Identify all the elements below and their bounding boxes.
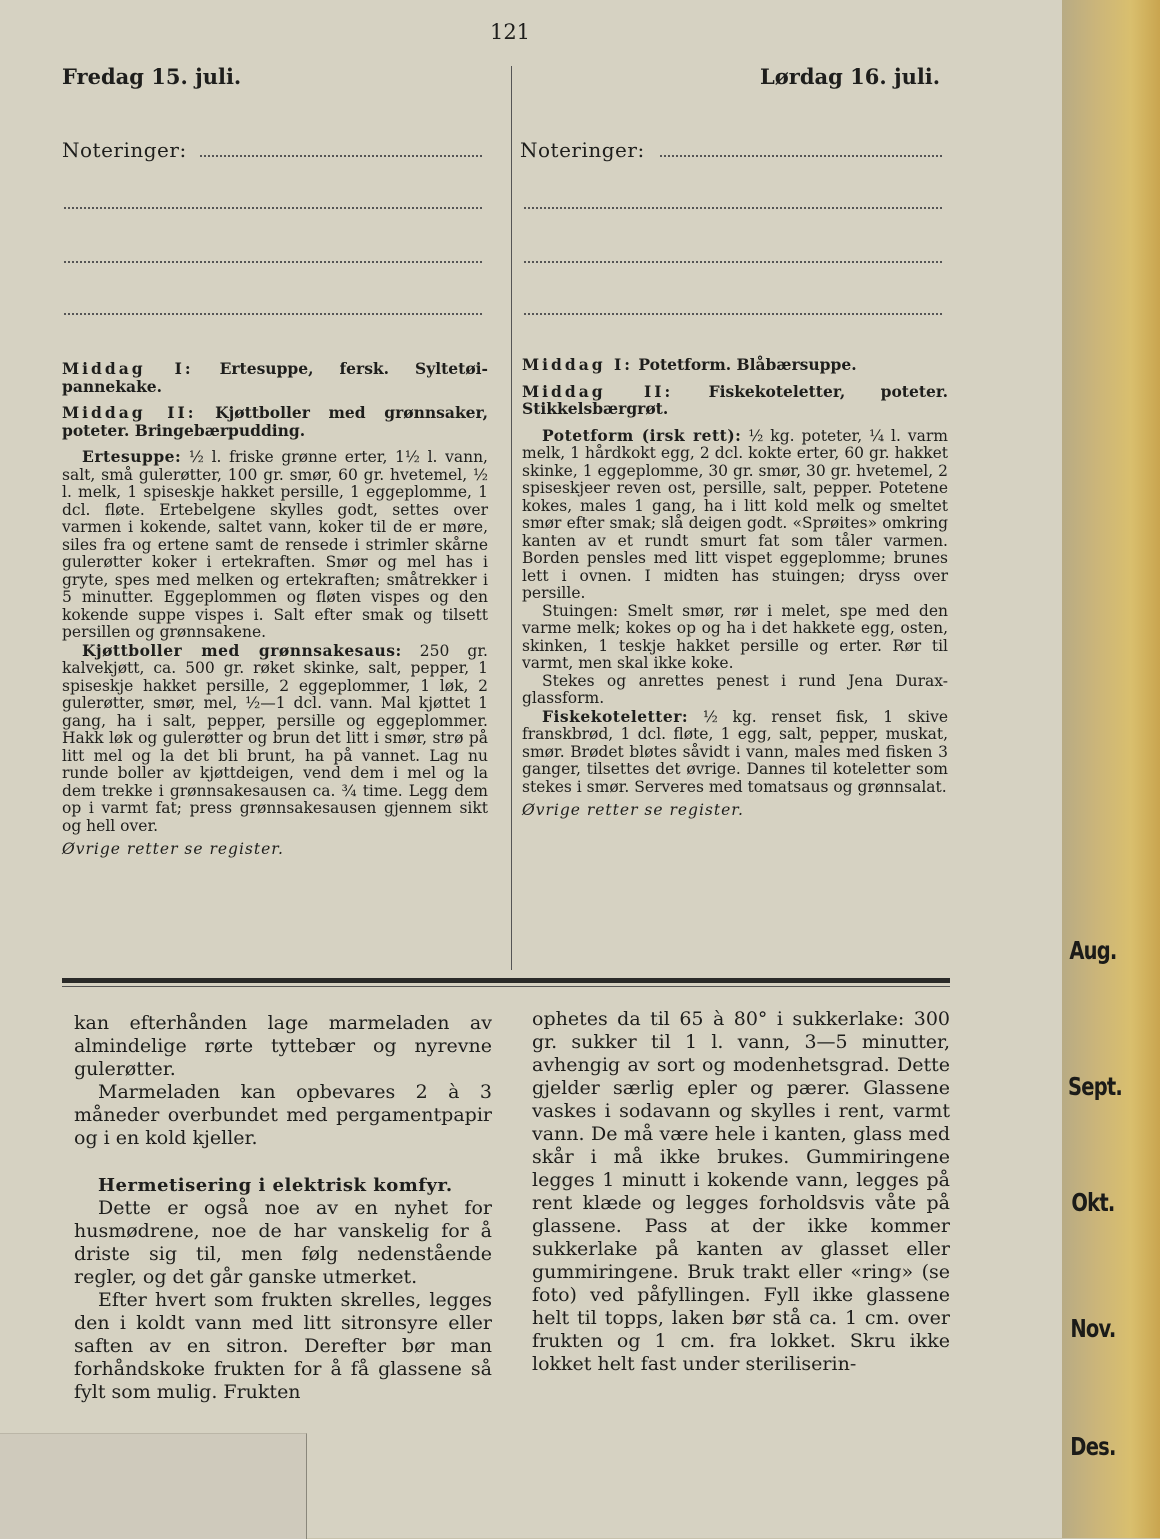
left-menu-column bbox=[62, 360, 488, 859]
article-left-column bbox=[74, 1012, 492, 1404]
left-middag-2: Middag II: Kjøttboller med grønnsaker, poteter. Bringebærpudding. bbox=[62, 403, 488, 440]
tab-okt[interactable]: Okt. bbox=[1071, 1188, 1115, 1217]
left-day-heading: Fredag 15. juli. bbox=[62, 64, 242, 89]
left-notes-label: Noteringer: bbox=[62, 138, 187, 162]
article-paragraph: Marmeladen kan opbevares 2 à 3 måneder overbundet med pergamentpapir og i en kold kjeller. bbox=[74, 1081, 492, 1149]
article-paragraph: Efter hvert som frukten skrelles, legges den i koldt vann med litt sitronsyre eller saften av en sitron. Derefter bør man forhåndskoke frukten for å få glassene så fylt som mulig. Frukten bbox=[74, 1289, 492, 1403]
article-right-column bbox=[532, 1008, 950, 1376]
tab-des[interactable]: Des. bbox=[1070, 1432, 1116, 1461]
tab-aug[interactable]: Aug. bbox=[1069, 936, 1117, 965]
left-notes-line-2 bbox=[64, 206, 482, 209]
left-notes-line-4 bbox=[64, 312, 482, 315]
tab-nov[interactable]: Nov. bbox=[1070, 1314, 1116, 1343]
page-number: 121 bbox=[489, 20, 531, 44]
right-middag-2: Middag II: Fiskekoteletter, poteter. Stikkelsbærgrøt. bbox=[522, 381, 948, 418]
article-heading: Hermetisering i elektrisk komfyr. bbox=[98, 1175, 453, 1196]
left-recipe-2: Kjøttboller med grønnsakesaus: 250 gr. kalvekjøtt, ca. 500 gr. røket skinke, salt, pepper, 1 spiseskje hakket persille, 2 eggeplommer, 1 løk, 2 gulerøtter, smør, mel, ½—1 dcl. vann. Mal kjøttet 1 gang, ha i salt, pepper, persille og eggeplommer. Hakk løk og gulerøtter og brun det litt i smør, strø på litt mel og la det bli brunt, ha på vannet. Lag nu runde boller av kjøttdeigen, vend dem i mel og la dem trekke i grønnsakesausen ca. ¾ time. Legg dem op i varmt fat; press grønnsakesausen gjennem sikt og hell over. bbox=[62, 640, 488, 835]
right-recipe-1-stuing: Stuingen: Smelt smør, rør i melet, spe med den varme melk; kokes op og ha i det hakkete egg, osten, skinken, 1 teskje hakket persille og erter. Rør til varmt, men skal ikke koke. bbox=[522, 601, 948, 672]
left-more-dishes: Øvrige retter se register. bbox=[62, 840, 284, 858]
page-corner-panel bbox=[0, 1433, 307, 1539]
left-notes-line-3 bbox=[64, 260, 482, 263]
right-notes-label: Noteringer: bbox=[520, 138, 645, 162]
section-divider-thin bbox=[62, 986, 950, 987]
right-recipe-1-serve: Stekes og anrettes penest i rund Jena Durax-glassform. bbox=[522, 671, 948, 707]
right-notes-line-2 bbox=[524, 206, 942, 209]
right-menu-column bbox=[522, 356, 948, 820]
right-notes-line-1 bbox=[660, 154, 942, 157]
left-notes-line-1 bbox=[200, 154, 482, 157]
month-tab-edge bbox=[1062, 0, 1160, 1538]
right-middag-1: Middag I: Potetform. Blåbærsuppe. bbox=[522, 355, 857, 374]
right-more-dishes: Øvrige retter se register. bbox=[522, 801, 744, 819]
article-paragraph: ophetes da til 65 à 80° i sukkerlake: 300 gr. sukker til 1 l. vann, 3—5 minutter, avhengig av sort og modenhetsgrad. Dette gjelder særlig epler og pærer. Glassene vaskes i sodavann og skylles i rent, varmt vann. De må være hele i kanten, glass med skår i må ikke brukes. Gummiringene legges 1 minutt i kokende vann, legges på rent klæde og legges forholdsvis våte på glassene. Pass at der ikke kommer sukkerlake på kanten av glasset eller gummiringene. Bruk trakt eller «ring» (se foto) ved påfyllingen. Fyll ikke glassene helt til topps, laken bør stå ca. 1 cm. over frukten og 1 cm. fra lokket. Skru ikke lokket helt fast under steriliserin- bbox=[532, 1008, 950, 1375]
right-day-heading: Lørdag 16. juli. bbox=[760, 64, 941, 89]
right-notes-line-3 bbox=[524, 260, 942, 263]
right-notes-line-4 bbox=[524, 312, 942, 315]
section-divider bbox=[62, 978, 950, 983]
column-divider bbox=[511, 66, 512, 970]
tab-sept[interactable]: Sept. bbox=[1068, 1072, 1123, 1101]
left-middag-1: Middag I: Ertesuppe, fersk. Syltetøi-pannekake. bbox=[62, 359, 488, 396]
right-recipe-1: Potetform (irsk rett): ½ kg. poteter, ¼ l. varm melk, 1 hårdkokt egg, 2 dcl. kokte erter, 60 gr. hakket skinke, 1 eggeplomme, 30 gr. smør, 30 gr. hvetemel, 2 spiseskjeer reven ost, persille, salt, pepper. Potetene kokes, males 1 gang, ha i litt kold melk og smeltet smør efter smak; slå deigen godt. «Sprøites» omkring kanten av et rundt smurt fat som tåler varmen. Borden pensles med litt vispet eggeplomme; brunes lett i ovnen. I midten has stuingen; dryss over persille. bbox=[522, 425, 948, 602]
article-paragraph: Dette er også noe av en nyhet for husmødrene, noe de har vanskelig for å driste sig til, men følg nedenstående regler, og det går ganske utmerket. bbox=[74, 1197, 492, 1288]
right-recipe-2: Fiskekoteletter: ½ kg. renset fisk, 1 skive franskbrød, 1 dcl. fløte, 1 egg, salt, pepper, muskat, smør. Brødet bløtes såvidt i vann, males med fisken 3 ganger, tilsettes det øvrige. Dannes til koteletter som stekes i smør. Serveres med tomatsaus og grønnsalat. bbox=[522, 706, 948, 796]
left-recipe-1: Ertesuppe: ½ l. friske grønne erter, 1½ l. vann, salt, små gulerøtter, 100 gr. smør, 60 gr. hvetemel, ½ l. melk, 1 spiseskje hakket persille, 1 eggeplomme, 1 dcl. fløte. Ertebelgene skylles godt, settes over varmen i kokende, saltet vann, koker til de er møre, siles fra og ertene samt de rensede i strimler skårne gulerøtter koker i ertekraften. Smør og mel has i gryte, spes med melken og ertekraften; småtrekker i 5 minutter. Eggeplommen og fløten vispes og den kokende suppe vispes i. Salt efter smak og tilsett persillen og grønnsakene. bbox=[62, 447, 488, 641]
article-paragraph: kan efterhånden lage marmeladen av almindelige rørte tyttebær og nyrevne gulerøtter. bbox=[74, 1012, 492, 1080]
